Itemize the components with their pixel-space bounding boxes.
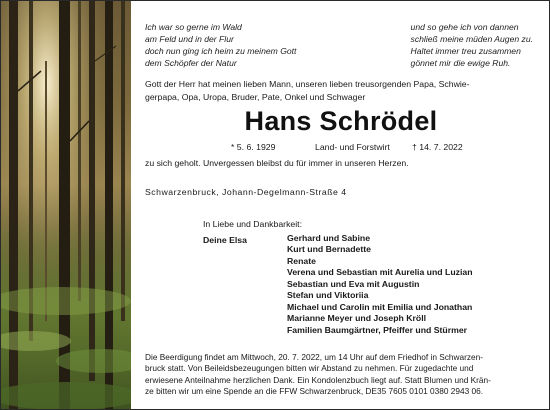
- verse-left: [145, 21, 296, 69]
- verse-line: am Feld und in der Flur: [145, 34, 234, 44]
- family-member: Verena und Sebastian mit Aurelia und Luzian: [287, 267, 473, 278]
- family-member: Sebastian und Eva mit Augustin: [287, 278, 420, 289]
- intro-line: gerpapa, Opa, Uropa, Bruder, Pate, Onkel und Schwager: [145, 91, 366, 102]
- verse-line: dem Schöpfer der Natur: [145, 58, 237, 68]
- family-member: Marianne Meyer und Joseph Kröll: [287, 313, 427, 324]
- notice-line: Die Beerdigung findet am Mittwoch, 20. 7. 2022, um 14 Uhr auf dem Friedhof in Schwarzen-: [145, 352, 484, 362]
- verse-line: doch nun ging ich heim zu meinem Gott: [145, 46, 297, 56]
- verse-line: schließ meine müden Augen zu.: [410, 34, 533, 44]
- address: Schwarzenbruck, Johann-Degelmann-Straße 4: [145, 187, 347, 197]
- death-date: † 14. 7. 2022: [412, 142, 463, 152]
- profession: Land- und Forstwirt: [315, 142, 390, 152]
- deceased-name: Hans Schrödel: [244, 106, 438, 136]
- mourners-intro: In Liebe und Dankbarkeit:: [203, 219, 303, 229]
- family-member: Gerhard und Sabine: [287, 233, 371, 243]
- verse-line: Ich war so gerne im Wald: [145, 22, 242, 32]
- family-member: Familien Baumgärtner, Pfeiffer und Stürmer: [287, 324, 468, 335]
- funeral-notice: [145, 352, 525, 398]
- closing-text: zu sich geholt. Unvergessen bleibst du für immer in unseren Herzen.: [145, 158, 409, 168]
- intro-text: [145, 78, 537, 103]
- forest-illustration: [1, 1, 131, 409]
- family-member: Michael und Carolin mit Emilia und Jonathan: [287, 301, 473, 312]
- intro-line: Gott der Herr hat meinen lieben Mann, unseren lieben treusorgenden Papa, Schwie-: [145, 79, 470, 89]
- family-member: Stefan und Viktoriia: [287, 290, 369, 301]
- verse-line: und so gehe ich von dannen: [410, 22, 519, 32]
- notice-line: erwiesene Anteilnahme herzlichen Dank. Ein Kondolenzbuch liegt auf. Statt Blumen und Krän-: [145, 374, 491, 385]
- verse-right: [411, 21, 533, 69]
- notice-line: bruck statt. Von Beileidsbezeugungen bitten wir Abstand zu nehmen. Für zugedachte und: [145, 363, 474, 374]
- birth-date: * 5. 6. 1929: [231, 142, 276, 152]
- family-member: Renate: [287, 255, 316, 266]
- family-member: Kurt und Bernadette: [287, 244, 371, 255]
- family-list: [287, 233, 473, 336]
- verse-line: gönnet mir die ewige Ruh.: [410, 58, 511, 68]
- forest-photo: [1, 1, 131, 409]
- wife-name: Deine Elsa: [203, 235, 247, 245]
- verse-line: Haltet immer treu zusammen: [410, 46, 521, 56]
- notice-line: ze bitten wir um eine Spende an die FFW Schwarzenbruck, DE35 7605 0101 0380 2943 06.: [145, 386, 484, 397]
- obituary-text: [145, 1, 543, 409]
